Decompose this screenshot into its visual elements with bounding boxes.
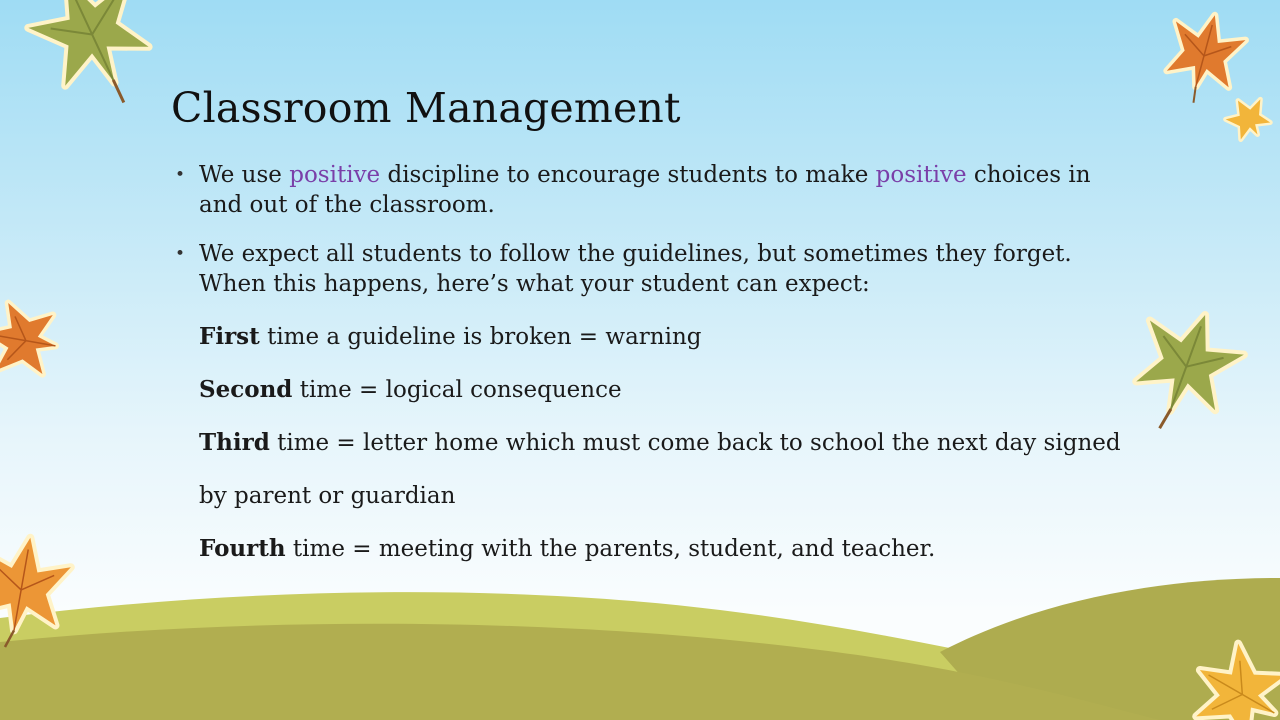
orange-leaf-icon (0, 300, 61, 379)
bullet-icon: • (175, 165, 186, 185)
consequence-line (175, 322, 1120, 352)
consequence-line (175, 375, 1120, 405)
consequence-line (175, 428, 1120, 458)
bullet-text-part: discipline to encourage students to make (380, 162, 876, 188)
bullet-item (175, 239, 1120, 299)
green-leaf-icon (17, 0, 174, 126)
consequence-label: Fourth (199, 535, 286, 562)
highlighted-word: positive (875, 162, 967, 188)
consequence-text: time = letter home which must come back to school the next day signed (269, 430, 1121, 456)
bullet-text-part: choices in and out of the classroom. (199, 162, 1091, 218)
yellow-leaf-icon (1221, 91, 1275, 145)
consequence-line (175, 481, 1120, 511)
orange-leaf-icon (1157, 6, 1250, 112)
slide-body (175, 160, 1120, 564)
bullet-icon: • (175, 244, 186, 264)
highlighted-word: positive (289, 162, 381, 188)
green-leaf-icon (1116, 298, 1252, 447)
bullet-text-part: We use (199, 162, 290, 188)
bullet-item (175, 160, 1120, 220)
slide-title: Classroom Management (171, 84, 681, 132)
consequence-label: Second (199, 376, 293, 403)
consequence-text: time = logical consequence (292, 377, 622, 403)
consequence-label: Third (199, 429, 270, 456)
consequence-text: time = meeting with the parents, student, and teacher. (285, 536, 936, 562)
consequence-text: time a guideline is broken = warning (259, 324, 702, 350)
consequence-text: by parent or guardian (199, 483, 456, 509)
consequence-line (175, 534, 1120, 564)
consequence-label: First (199, 323, 260, 350)
bullet-text: We expect all students to follow the guidelines, but sometimes they forget. When this happens, here’s what your student can expect: (199, 241, 1072, 297)
